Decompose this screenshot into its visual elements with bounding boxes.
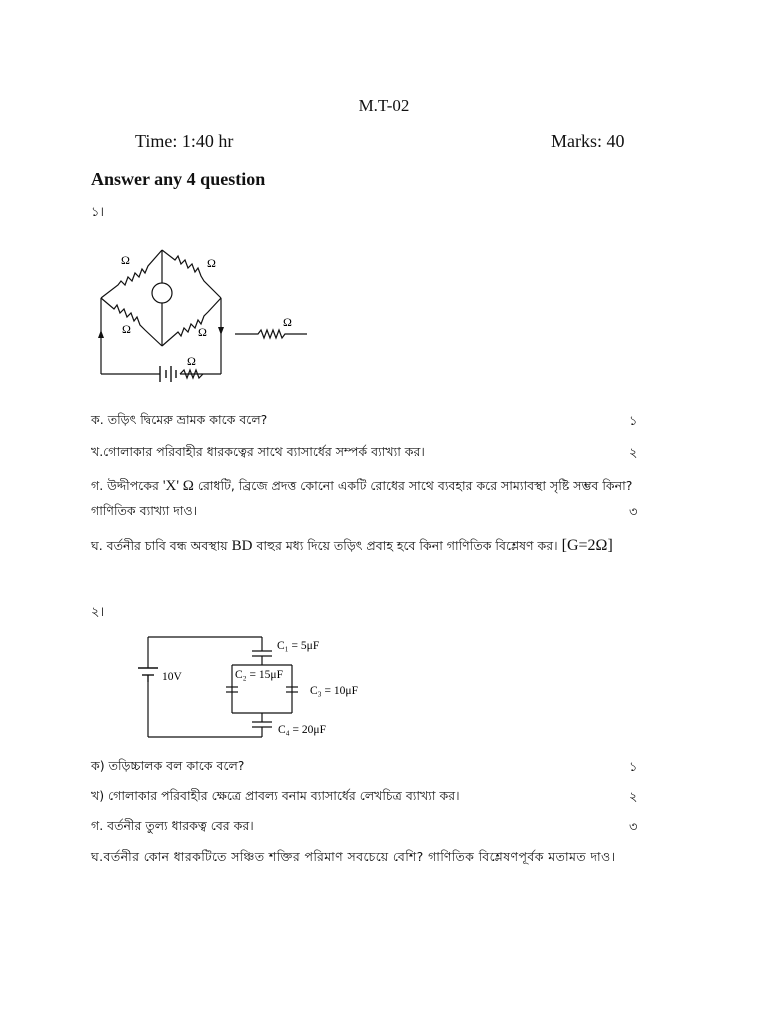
x-resistor-label: 'X' Ω [162, 478, 194, 494]
exam-code: M.T-02 [358, 96, 410, 115]
q1-part-d-text-b: বাহুর মধ্য দিয়ে তড়িৎ প্রবাহ হবে কিনা গাণিতিক বিশ্লেষণ কর। [252, 538, 558, 553]
wheatstone-bridge-diagram [90, 240, 320, 390]
c1-label: C₁ = 5μF [277, 640, 320, 652]
capacitor-circuit-diagram [130, 630, 370, 745]
q2-part-d: ঘ.বর্তনীর কোন ধারকটিতে সঞ্চিত শক্তির পরিমাণ সবচেয়ে বেশি? গাণিতিক বিশ্লেষণপূর্বক মতামত দাও। [91, 849, 616, 864]
q2-part-c-mark: ৩ [629, 820, 638, 835]
c2-label: C₂ = 15μF [235, 669, 283, 681]
q1-part-b: খ.গোলাকার পরিবাহীর ধারকত্বের সাথে ব্যাসার্ধের সম্পর্ক ব্যাখ্যা কর। [91, 444, 425, 459]
bd-arm-label: BD [231, 538, 253, 554]
battery-icon [160, 366, 176, 382]
c3-label: C₃ = 10μF [310, 685, 358, 697]
c4-label: C₄ = 20μF [278, 724, 326, 736]
q1-part-c-mark: ৩ [629, 505, 638, 520]
q2-part-b: খ) গোলাকার পরিবাহীর ক্ষেত্রে প্রাবল্য বনাম ব্যাসার্ধের লেখচিত্র ব্যাখ্যা কর। [91, 788, 460, 803]
q1-part-c-line2: গাণিতিক ব্যাখ্যা দাও। [91, 503, 198, 518]
question-1-number: ১। [91, 205, 105, 220]
resistor-label-bottom-left: Ω [122, 322, 131, 336]
resistor-label-external: Ω [283, 315, 292, 329]
q1-part-a-mark: ১ [629, 414, 638, 429]
q2-part-c: গ. বর্তনীর তুল্য ধারকত্ব বের কর। [91, 818, 254, 833]
current-arrow-up-icon [98, 330, 104, 338]
q1-part-d-text-a: ঘ. বর্তনীর চাবি বন্ধ অবস্থায় [91, 538, 232, 553]
q1-part-c-line1 [91, 478, 632, 498]
q1-part-a: ক. তড়িৎ দ্বিমেরু ভ্রামক কাকে বলে? [91, 412, 268, 427]
q1-part-d [91, 537, 613, 558]
current-arrow-down-icon [218, 327, 224, 335]
q2-part-b-mark: ২ [629, 790, 638, 805]
question-2-number: ২। [91, 605, 105, 620]
battery-label: 10V [162, 671, 182, 683]
battery-icon [138, 668, 158, 682]
q1-part-b-mark: ২ [629, 446, 638, 461]
instruction: Answer any 4 question [91, 169, 266, 189]
resistor-label-bottom: Ω [187, 354, 196, 368]
q2-part-a-mark: ১ [629, 760, 638, 775]
galvanometer-resistance: [G=2Ω] [561, 537, 613, 554]
resistor-label-top-right: Ω [207, 256, 216, 270]
q1-part-c-text-b: রোধটি, ব্রিজে প্রদত্ত কোনো একটি রোধের সাথে ব্যবহার করে সাম্যাবস্থা সৃষ্টি সম্ভব কিনা? [193, 478, 633, 493]
q2-part-a: ক) তড়িচ্চালক বল কাকে বলে? [91, 758, 245, 773]
resistor-label-bottom-right: Ω [198, 325, 207, 339]
galvanometer-icon [152, 283, 172, 303]
exam-marks: Marks: 40 [551, 131, 625, 151]
q1-part-c-text-a: গ. উদ্দীপকের [91, 478, 163, 493]
resistor-label-top-left: Ω [121, 253, 130, 267]
exam-time: Time: 1:40 hr [135, 131, 234, 151]
